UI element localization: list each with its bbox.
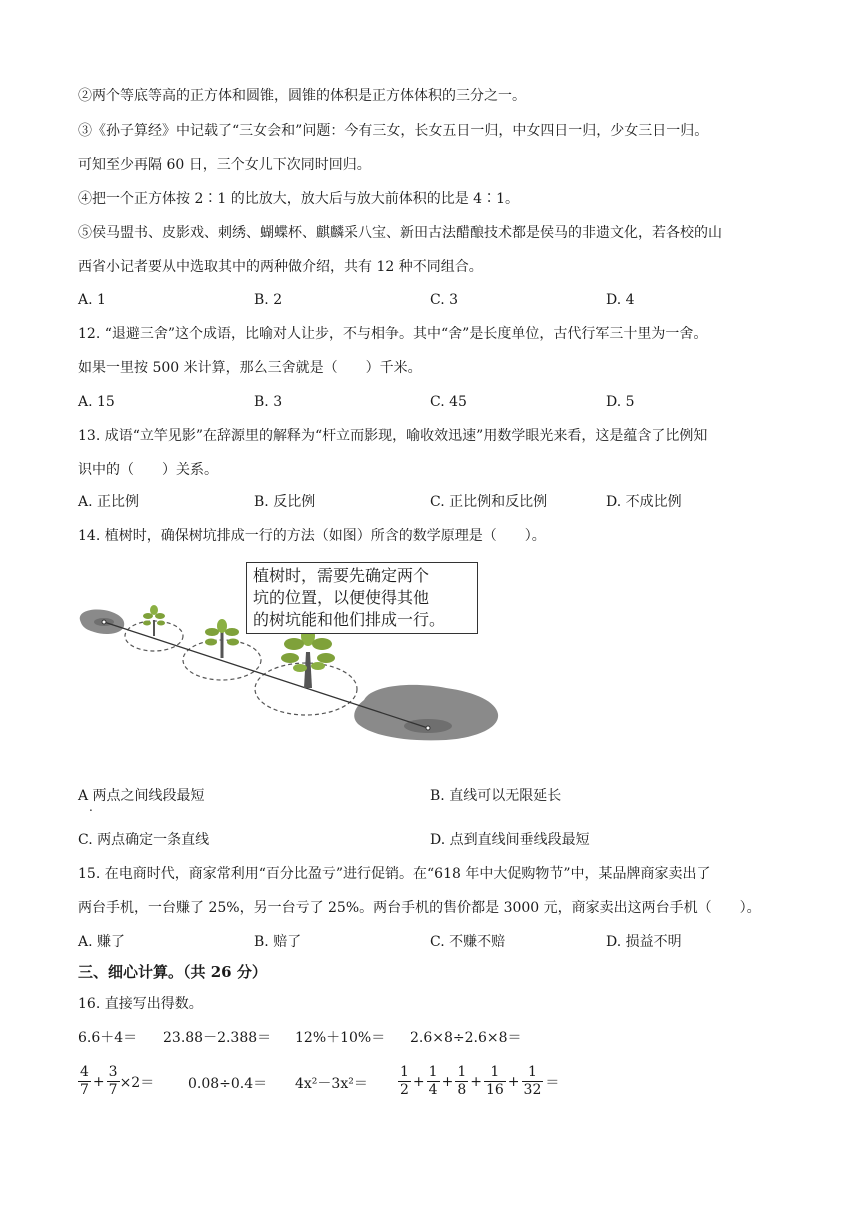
calc-6: 0.08÷0.4＝ bbox=[188, 1076, 268, 1092]
statement-4: ④把一个正方体按 2∶1 的比放大，放大后与放大前体积的比是 4∶1。 bbox=[78, 191, 519, 207]
q15-option-a[interactable]: A. 赚了 bbox=[78, 934, 126, 950]
q15-option-c[interactable]: C. 不赚不赔 bbox=[430, 934, 506, 950]
q12-line2: 如果一里按 500 米计算，那么三舍就是（ ）千米。 bbox=[78, 360, 422, 376]
calc-3: 12%＋10%＝ bbox=[295, 1030, 386, 1046]
calc-7: 4x²－3x²＝ bbox=[295, 1076, 368, 1092]
statement-3-line1: ③《孙子算经》中记载了“三女会和”问题：今有三女，长女五日一归，中女四日一归，少女三日一归。 bbox=[78, 123, 709, 139]
section-3-title: 三、细心计算。（共 26 分） bbox=[78, 963, 267, 981]
q11-option-b[interactable]: B. 2 bbox=[254, 292, 283, 308]
q12-option-b[interactable]: B. 3 bbox=[254, 394, 283, 410]
calc-8: $\frac{1}{2}$ + $\frac{1}{4}$ + $\frac{1}{8}$ + $\frac{1}{16}$ + $\frac{1}{32}$ ＝ bbox=[400, 1064, 560, 1098]
medium-tree-icon bbox=[205, 619, 239, 658]
calc-5: $\frac{4}{7}$ + $\frac{3}{7}$ ×2＝ bbox=[80, 1064, 155, 1098]
q15-line1: 15. 在电商时代，商家常利用“百分比盈亏”进行促销。在“618 年中大促购物节”中，某品牌商家卖出了 bbox=[78, 866, 711, 882]
fraction: $\frac{1}{2}$ bbox=[400, 1064, 409, 1098]
q13-line2: 识中的（ ）关系。 bbox=[78, 462, 218, 478]
q13-option-d[interactable]: D. 不成比例 bbox=[606, 494, 682, 510]
q14-option-a-dot: . bbox=[89, 800, 93, 814]
fraction: $\frac{1}{32}$ bbox=[523, 1064, 542, 1098]
calc-4: 2.6×8÷2.6×8＝ bbox=[410, 1030, 522, 1046]
q13-option-b[interactable]: B. 反比例 bbox=[254, 494, 316, 510]
q14-option-c[interactable]: C. 两点确定一条直线 bbox=[78, 832, 210, 848]
fraction: $\frac{4}{7}$ bbox=[80, 1064, 89, 1098]
q14-line1: 14. 植树时，确保树坑排成一行的方法（如图）所含的数学原理是（ ）。 bbox=[78, 528, 546, 544]
q14-option-a[interactable]: A 两点之间线段最短 bbox=[78, 788, 205, 804]
q13-option-c[interactable]: C. 正比例和反比例 bbox=[430, 494, 548, 510]
q12-option-d[interactable]: D. 5 bbox=[606, 394, 635, 410]
large-tree-icon bbox=[281, 626, 335, 688]
tree-planting-figure bbox=[76, 556, 516, 746]
statement-5-line2: 西省小记者要从中选取其中的两种做介绍，共有 12 种不同组合。 bbox=[78, 259, 483, 275]
statement-3-line2: 可知至少再隔 60 日，三个女儿下次同时回归。 bbox=[78, 157, 371, 173]
q14-option-b[interactable]: B. 直线可以无限延长 bbox=[430, 788, 562, 804]
q12-option-a[interactable]: A. 15 bbox=[78, 394, 115, 410]
q15-option-d[interactable]: D. 损益不明 bbox=[606, 934, 682, 950]
calc-1: 6.6＋4＝ bbox=[78, 1030, 138, 1046]
q13-option-a[interactable]: A. 正比例 bbox=[78, 494, 140, 510]
q11-option-a[interactable]: A. 1 bbox=[78, 292, 106, 308]
q14-option-d[interactable]: D. 点到直线间垂线段最短 bbox=[430, 832, 590, 848]
q16-prompt: 16. 直接写出得数。 bbox=[78, 996, 203, 1012]
fraction: $\frac{1}{16}$ bbox=[485, 1064, 504, 1098]
fraction: $\frac{1}{4}$ bbox=[428, 1064, 438, 1098]
calc-2: 23.88－2.388＝ bbox=[163, 1030, 272, 1046]
statement-5-line1: ⑤侯马盟书、皮影戏、刺绣、蝴蝶杯、麒麟采八宝、新田古法醋酿技术都是侯马的非遗文化，若各校的山 bbox=[78, 225, 722, 241]
q12-line1: 12. “退避三舍”这个成语，比喻对人让步，不与相争。其中“舍”是长度单位，古代行军三十里为一舍。 bbox=[78, 326, 708, 342]
q15-line2: 两台手机，一台赚了 25%，另一台亏了 25%。两台手机的售价都是 3000 元，商家卖出这两台手机（ ）。 bbox=[78, 900, 761, 916]
q15-option-b[interactable]: B. 赔了 bbox=[254, 934, 302, 950]
q12-option-c[interactable]: C. 45 bbox=[430, 394, 467, 410]
q13-line1: 13. 成语“立竿见影”在辞源里的解释为“杆立而影现，喻收效迅速”用数学眼光来看，这是蕴含了比例知 bbox=[78, 428, 708, 444]
q11-option-c[interactable]: C. 3 bbox=[430, 292, 459, 308]
small-tree-icon bbox=[143, 605, 165, 636]
statement-2: ②两个等底等高的正方体和圆锥，圆锥的体积是正方体体积的三分之一。 bbox=[78, 88, 526, 104]
q11-option-d[interactable]: D. 4 bbox=[606, 292, 635, 308]
fraction: $\frac{3}{7}$ bbox=[108, 1064, 118, 1098]
callout-box: 植树时，需要先确定两个 坑的位置，以便使得其他 的树坑能和他们排成一行。 bbox=[246, 562, 478, 634]
fraction: $\frac{1}{8}$ bbox=[457, 1064, 467, 1098]
